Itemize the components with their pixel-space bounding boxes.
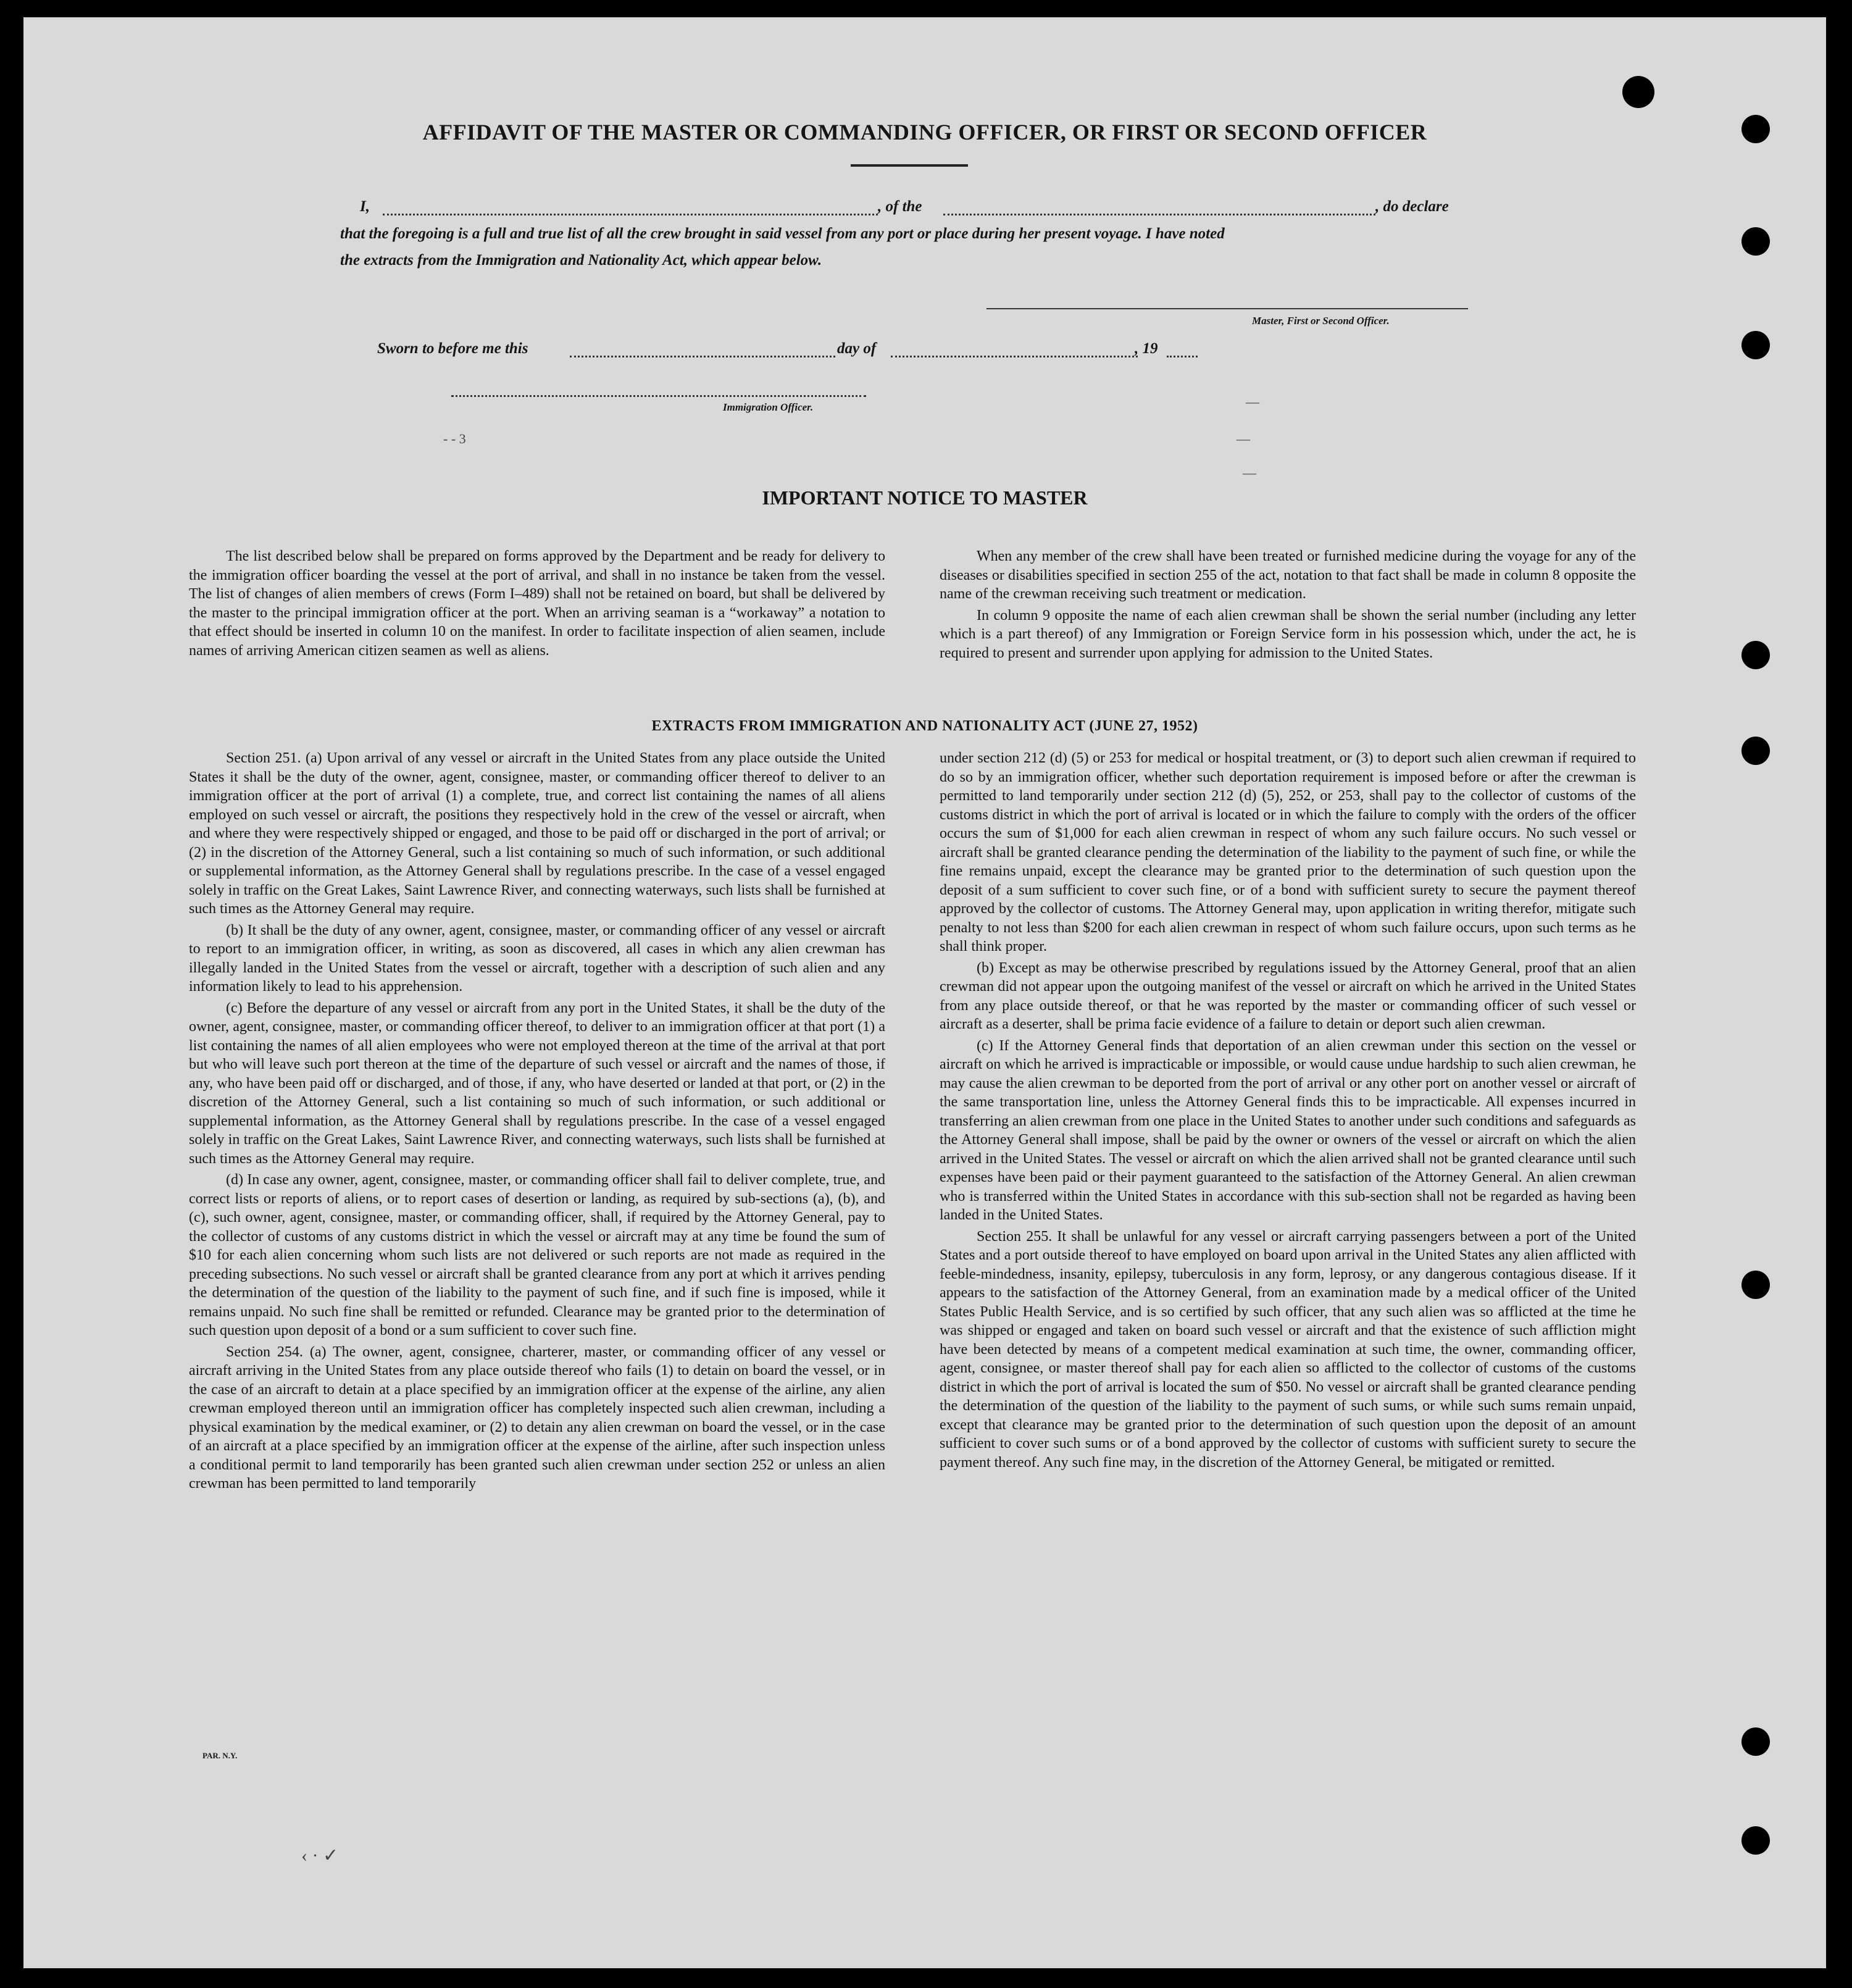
notice-paragraph: When any member of the crew shall have been treated or furnished medicine during the voyage for any of the diseases or disabilities specified in section 255 of the act, notation to that fact shall be made in column 8 opposite the name of the crewman receiving such treatment or medication. — [940, 548, 1636, 602]
extract-paragraph: (c) If the Attorney General finds that deportation of an alien crewman under this section on the vessel or aircraft on which he arrived is impracticable or impossible, or would cause undue hardship to such alien crewman, he may cause the alien crewman to be deported from the port of arrival or any other port on another vessel or aircraft of the same transportation line, unless the Attorney General finds this to be impracticable. All expenses incurred in transferring an alien crewman from one place in the United States to another under such conditions and safeguards as the Attorney General shall impose, shall be paid by the owner or owners of the vessel or aircraft on which the alien arrived in the United States. The vessel or aircraft on which the alien arrived shall not be granted clearance until such expenses have been paid or their payment guaranteed to the satisfaction of the Attorney General. An alien crewman who is transferred within the United States in accordance with this sub-section shall not be regarded as having been landed in the United States. — [940, 1037, 1636, 1223]
notice-paragraph: In column 9 opposite the name of each alien crewman shall be shown the serial number (including any letter which is a part thereof) of any Immigration or Foreign Service form in his possession which, under the act, he is required to present and surrender upon applying for admission to the United States. — [940, 607, 1636, 661]
affidavit-i: I, — [360, 198, 370, 215]
extract-paragraph: Section 255. It shall be unlawful for any vessel or aircraft carrying passengers between a port of the United States and a port outside thereof to have employed on board upon arrival in the United States any alien afflicted with feeble-mindedness, insanity, epilepsy, tuberculosis in any form, leprosy, or any dangerous contagious disease. If it appears to the satisfaction of the Attorney General, from an examination made by a medical officer of the United States Public Health Service, and is so certified by such officer, that any such alien was so afflicted at the time he was shipped or engaged and taken on board such vessel or aircraft and that the existence of such affliction might have been detected by means of a competent medical examination at such time, the owner, commanding officer, agent, consignee, or master thereof shall pay for each alien so afflicted to the collector of customs of the customs district in which the port of arrival is located the sum of $50. No vessel or aircraft shall be granted clearance pending the determination of the question of the liability to the payment of such sums, or while such sums remain unpaid, except that clearance may be granted prior to the determination of such question upon the deposit of an amount sufficient to cover such sums or of a bond approved by the collector of customs with sufficient surety to secure the payment thereof. Any such fine may, in the discretion of the Attorney General, be mitigated or remitted. — [940, 1228, 1636, 1471]
notice-right-column — [940, 547, 1636, 662]
stray-mark: - - 3 — [443, 431, 466, 446]
punch-hole-3 — [1741, 227, 1770, 256]
extracts-right-column — [940, 749, 1636, 1472]
sworn-month-blank — [891, 356, 1138, 357]
extract-paragraph: (b) Except as may be otherwise prescribed by regulations issued by the Attorney General, proof that an alien crewman did not appear upon the outgoing manifest of the vessel or aircraft on which he arrived in the United States from any place outside thereof, or that he was reported by the master or commanding officer of such vessel or aircraft as a deserter, shall be prima facie evidence of a failure to detain or deport such alien crewman. — [940, 959, 1636, 1032]
extract-paragraph: Section 251. (a) Upon arrival of any vessel or aircraft in the United States from any place outside the United States it shall be the duty of the owner, agent, consignee, master, or commanding officer thereof to deliver to an immigration officer at the port of arrival (1) a complete, true, and correct list containing the names of all aliens employed on such vessel or aircraft, the positions they respectively hold in the crew of the vessel or aircraft, when and where they were respectively shipped or engaged, and those to be paid off or discharged in the port of arrival; or (2) in the discretion of the Attorney General, such a list containing so much of such information, or such additional or supplemental information, as the Attorney General shall by regulations prescribe. In the case of a vessel engaged solely in traffic on the Great Lakes, Saint Lawrence River, and connecting waterways, such lists shall be furnished at such times as the Attorney General may require. — [189, 750, 885, 917]
name-blank — [383, 214, 878, 215]
year-prefix: , 19 — [1135, 340, 1158, 357]
punch-hole-5 — [1741, 641, 1770, 669]
stray-mark: — — [1246, 394, 1259, 409]
printer-mark: PAR. N.Y. — [202, 1751, 238, 1760]
stray-mark: — — [1243, 465, 1256, 480]
affidavit-line-2: that the foregoing is a full and true list of all the crew brought in said vessel from any port or place during her present voyage. I have noted — [340, 225, 1225, 242]
sworn-text: Sworn to before me this — [377, 340, 528, 357]
signature-label: Master, First or Second Officer. — [1252, 315, 1390, 327]
extract-paragraph: (d) In case any owner, agent, consignee, master, or commanding officer shall fail to deliver complete, true, and correct lists or reports of aliens, or to report cases of desertion or landing, as required by sub-sections (a), (b), and (c), such owner, agent, consignee, master, or commanding officer, shall, if required by the Attorney General, pay to the collector of customs of any customs district in which the vessel or aircraft may at any time be found the sum of $10 for each alien concerning whom such lists are not delivered or such reports are not made as required in the preceding subsections. No such vessel or aircraft shall be granted clearance from any port at which it arrives pending the determination of the question of the liability to the payment of such fine, and if such fine is imposed, while it remains unpaid. No such fine shall be remitted or refunded. Clearance may be granted prior to the determination of such question upon deposit of a bond or a sum sufficient to cover such fine. — [189, 1172, 885, 1339]
affidavit-do-declare: , do declare — [1375, 198, 1449, 215]
signature-line — [986, 308, 1468, 309]
punch-hole-8 — [1741, 1727, 1770, 1756]
sworn-day-blank — [570, 356, 835, 357]
punch-hole-9 — [1741, 1826, 1770, 1855]
notice-paragraph: The list described below shall be prepared on forms approved by the Department and be ready for delivery to the immigration officer boarding the vessel at the port of arrival, and shall in no instance be taken from the vessel. The list of changes of alien members of crews (Form I–489) shall not be retained on board, but shall be delivered by the master to the principal immigration officer at the port. When an arriving seaman is a “workaway” a notation to that effect should be inserted in column 10 on the manifest. In order to facilitate inspection of alien seamen, include names of arriving American citizen seamen as well as aliens. — [189, 548, 885, 659]
document-page — [23, 17, 1826, 1968]
punch-hole-6 — [1741, 737, 1770, 765]
punch-hole-7 — [1741, 1271, 1770, 1299]
affidavit-line-3: the extracts from the Immigration and Nationality Act, which appear below. — [340, 252, 822, 269]
day-of-text: day of — [837, 340, 877, 357]
extracts-title: EXTRACTS FROM IMMIGRATION AND NATIONALITY ACT (JUNE 27, 1952) — [651, 718, 1198, 734]
officer-label: Immigration Officer. — [723, 401, 814, 413]
punch-hole-4 — [1741, 331, 1770, 359]
stray-mark: — — [1237, 431, 1250, 446]
affidavit-title: AFFIDAVIT OF THE MASTER OR COMMANDING OFFICER, OR FIRST OR SECOND OFFICER — [422, 120, 1427, 144]
title-underline — [851, 164, 968, 167]
extract-paragraph: Section 254. (a) The owner, agent, consignee, charterer, master, or commanding officer of any vessel or aircraft arriving in the United States from any place outside thereof who fails (1) to detain on board the vessel, or in the case of an aircraft to detain at a place specified by an immigration officer at the expense of the airline, any alien crewman employed thereon until an immigration officer has completely inspected such alien crewman, including a physical examination by the medical examiner, or (2) to detain any alien crewman on board the vessel, or in the case of an aircraft at a place specified by an immigration officer at the expense of the airline, after such inspection unless a conditional permit to land temporarily has been granted such alien crewman under section 252 or unless an alien crewman has been permitted to land temporarily — [189, 1343, 885, 1492]
extract-paragraph: (b) It shall be the duty of any owner, agent, consignee, master, or commanding officer of any vessel or aircraft to report to an immigration officer, in writing, as soon as discovered, all cases in which any alien crewman has illegally landed in the United States from the vessel or aircraft, together with a description of such alien and any information likely to lead to his apprehension. — [189, 922, 885, 995]
punch-hole-1 — [1622, 76, 1654, 108]
extracts-left-column — [189, 749, 885, 1493]
notice-left-column — [189, 547, 885, 660]
notice-title: IMPORTANT NOTICE TO MASTER — [762, 487, 1088, 509]
vessel-blank — [943, 214, 1375, 215]
extract-paragraph: (c) Before the departure of any vessel or aircraft from any port in the United States, it shall be the duty of the owner, agent, consignee, master, or commanding officer thereof, to deliver to an immigration officer at that port (1) a list containing the names of all alien employees who were not employed thereon at the time of the arrival at that port but who will leave such port thereon at the time of the departure of such vessel or aircraft and the names of those, if any, who have been paid off or discharged, and of those, if any, who have deserted or landed at that port, or (2) in the discretion of the Attorney General, such a list containing so much of such information, or such additional or supplemental information, as the Attorney General shall by regulations prescribe. In the case of a vessel engaged solely in traffic on the Great Lakes, Saint Lawrence River, and connecting waterways, such lists shall be furnished at such times as the Attorney General may require. — [189, 1000, 885, 1167]
stray-mark: ‹ · ✓ — [301, 1845, 339, 1866]
officer-signature-line — [451, 395, 866, 397]
year-blank — [1167, 356, 1198, 357]
affidavit-of-the: , of the — [878, 198, 922, 215]
extract-paragraph: under section 212 (d) (5) or 253 for medical or hospital treatment, or (3) to deport such alien crewman if required to do so by an immigration officer, whether such deportation requirement is imposed before or after the crewman is permitted to land temporarily under section 212 (d) (5), 252, or 253, shall pay to the collector of customs of the customs district in which the port of arrival is located or in which the failure to comply with the orders of the officer occurs the sum of $1,000 for each alien crewman in respect of whom any such failure occurs. No such vessel or aircraft shall be granted clearance pending the determination of the liability to the payment of such fine, or while the fine remains unpaid, except the clearance may be granted prior to the determination of such question upon the deposit of a sum sufficient to cover such fine, or of a bond with sufficient surety to secure the payment thereof approved by the collector of customs. The Attorney General may, upon application in writing therefor, mitigate such penalty to not less than $200 for each alien crewman in respect of whom such failure occurs, upon such terms as he shall think proper. — [940, 750, 1636, 954]
